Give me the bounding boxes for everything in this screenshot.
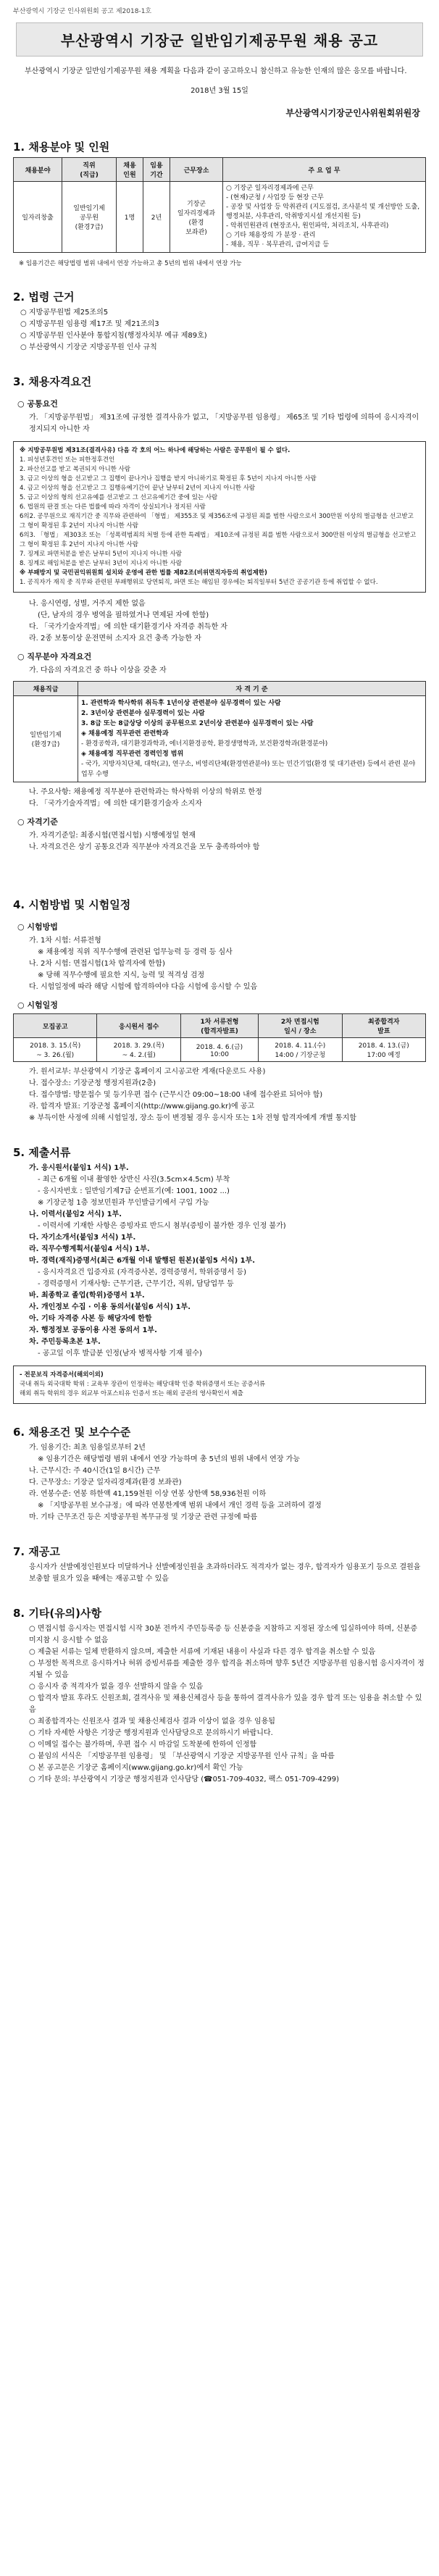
list-item: ○ 기타 자세한 사항은 기장군 행정지원과 인사담당으로 문의하시기 바랍니다. — [29, 1729, 273, 1737]
list-item: - 응시자격요건 입증자료 (자격증사본, 경력증명서, 학위증명서 등) — [38, 1268, 247, 1276]
subheading-exam-method: ○ 시험방법 — [17, 922, 58, 932]
list-item: - 응시자번호 : 일반임기제7급 순번표기(예: 1001, 1002 ...) — [38, 1187, 230, 1195]
list-item: 응시자가 선발예정인원보다 미달하거나 선발예정인원을 초과하더라도 적격자가 없는 경우, 합격자가 임용포기 등으로 결원을 보충할 필요가 있을 때에는 재공고할 수 있음 — [29, 1563, 421, 1583]
section-heading-exam: 4. 시험방법 및 시험일정 — [13, 898, 131, 911]
issuing-organization: 부산광역시기장군인사위원회위원장 — [285, 108, 420, 118]
table-header: 채용분야 — [14, 158, 62, 182]
list-item: 나. 이력서(붙임2 서식) 1부. — [29, 1210, 122, 1218]
box-line: 7. 징계로 파면처분을 받은 날부터 5년이 지나지 아니한 사람 — [20, 551, 182, 558]
box-line: 6의2. 공무원으로 재직기간 중 직무와 관련하여 「형법」 제355조 및 제356조에 규정된 죄를 범한 사람으로서 300만원 이상의 벌금형을 선고받고 그 형이 확정된 후 2년이 지나지 아니한 사람 — [20, 513, 414, 530]
cell-place: 기장군 일자리경제과 (환경 보좌관) — [170, 182, 223, 253]
notice-date: 2018년 3월 15일 — [191, 87, 248, 95]
list-item: - 최근 6개월 이내 촬영한 상반신 사진(3.5cm×4.5cm) 부착 — [38, 1176, 230, 1184]
table-header: 모집공고 — [14, 1014, 97, 1038]
list-item: ○ 제출된 서류는 일체 반환하지 않으며, 제출한 서류에 기재된 내용이 사실과 다른 경우 합격을 취소할 수 있음 — [29, 1648, 376, 1656]
list-item: ○ 지방공무원 임용령 제17조 및 제21조의3 — [20, 320, 159, 328]
list-item: 가. 원서교부: 부산광역시 기장군 홈페이지 고시공고란 게재(다운로드 사용) — [29, 1068, 266, 1076]
requirement-line: 2. 3년이상 관련분야 실무경력이 있는 사람 — [81, 710, 205, 717]
table-header: 1차 서류전형 (합격자발표) — [180, 1014, 258, 1038]
list-item: 다. 자기소개서(붙임3 서식) 1부. — [29, 1234, 136, 1242]
list-item: - 공고일 이후 발급분 인정(남자 병적사항 기재 필수) — [38, 1350, 202, 1358]
section-heading-notes: 8. 기타(유의)사항 — [13, 1607, 102, 1620]
table-row — [14, 182, 426, 253]
list-item: 바. 최종학교 졸업(학위)증명서 1부. — [29, 1292, 145, 1300]
duty-line: - 채용, 직무 · 복무관리, 급여지급 등 — [226, 241, 330, 248]
duty-line: ○ 기타 채용장의 가 분장 · 관리 — [226, 232, 316, 239]
term-note: ※ 임용기간은 해당법령 범위 내에서 연장 가능하고 총 5년의 범위 내에서 연장 가능 — [19, 260, 242, 267]
list-item: ○ 이메일 접수는 불가하며, 우편 접수 시 마감일 도착분에 한하여 인정함 — [29, 1741, 257, 1749]
box-line: 1. 피성년후견인 또는 피한정후견인 — [20, 456, 115, 464]
list-item: 라. 2종 보통이상 운전면허 소지자 요건 충족 가능한 자 — [29, 635, 201, 643]
list-item: ※ 임용기간은 해당법령 범위 내에서 연장 가능하며 총 5년의 범위 내에서 연장 가능 — [38, 1455, 301, 1463]
intro-paragraph: 부산광역시 기장군 일반임기제공무원 채용 계획을 다음과 같이 공고하오니 참신하고 유능한 인재의 많은 응모를 바랍니다. — [25, 67, 407, 75]
list-item: 다. 근무장소: 기장군 일자리경제과(환경 보좌관) — [29, 1479, 182, 1486]
list-item: 다. 접수방법: 방문접수 및 등기우편 접수 (근무시간 09:00~18:00 내에 접수완료 되어야 함) — [29, 1091, 323, 1099]
table-header: 응시원서 접수 — [97, 1014, 180, 1038]
cell-count: 1명 — [117, 182, 143, 253]
list-item: 라. 합격자 발표: 기장군청 홈페이지(http://www.gijang.go.kr)에 공고 — [29, 1103, 255, 1111]
table-cell: 2018. 4. 6.(금) 10:00 — [180, 1038, 258, 1062]
requirement-line: ◈ 채용예정 직무관련 관련학과 — [81, 730, 169, 737]
list-item: 나. 2차 시험: 면접시험(1차 합격자에 한함) — [29, 960, 165, 968]
table-header: 최종합격자 발표 — [342, 1014, 425, 1038]
table-header: 임용 기간 — [143, 158, 170, 182]
section-heading-recruitment: 1. 채용분야 및 인원 — [13, 141, 110, 154]
list-item: 가. 자격기준일: 최종시험(면접시험) 시행예정일 현재 — [29, 832, 196, 840]
table-row — [14, 1038, 426, 1062]
list-item: 나. 근무시간: 주 40시간(1일 8시간) 근무 — [29, 1467, 161, 1475]
list-item: 라. 직무수행계획서(붙임4 서식) 1부. — [29, 1245, 150, 1253]
list-item: ○ 부산광역시 기장군 지방공무원 인사 규칙 — [20, 343, 157, 351]
list-item: 나. 접수장소: 기장군청 행정지원과(2층) — [29, 1079, 156, 1087]
list-item: 가. 응시원서(붙임1 서식) 1부. — [29, 1164, 129, 1172]
list-item: 라. 연봉수준: 연봉 하한액 41,159천원 이상 연봉 상한액 58,936천원 이하 — [29, 1490, 267, 1498]
subheading-exam-schedule: ○ 시험일정 — [17, 1000, 58, 1010]
subheading-job-requirements: ○ 직무분야 자격요건 — [17, 652, 92, 661]
cell-position: 일반임기제 공무원 (환경7급) — [62, 182, 117, 253]
list-item: 자. 행정정보 공동이용 사전 동의서 1부. — [29, 1326, 157, 1334]
box-line: ※ 지방공무원법 제31조(결격사유) 다음 각 호의 어느 하나에 해당하는 사람은 공무원이 될 수 없다. — [20, 447, 290, 454]
list-item: ○ 기타 문의: 부산광역시 기장군 행정지원과 인사담당 (☎051-709-4032, 팩스 051-709-4299) — [29, 1776, 340, 1783]
list-item: 다. 시험일정에 따라 해당 시험에 합격하여야 다음 시험에 응시할 수 있음 — [29, 983, 258, 991]
list-item: ※ 당해 직무수행에 필요한 지식, 능력 및 적격성 검정 — [38, 971, 205, 979]
table-header: 직위 (직급) — [62, 158, 117, 182]
table-cell: 2018. 3. 29.(목) ~ 4. 2.(월) — [97, 1038, 180, 1062]
list-item: ○ 면접시험 응시자는 면접시험 시작 30분 전까지 주민등록증 등 신분증을 지참하고 지정된 장소에 입실하여야 하며, 신분증 미지참 시 응시할 수 없음 — [29, 1625, 417, 1644]
requirement-line: 1. 관련학과 학사학위 취득후 1년이상 관련분야 실무경력이 있는 사람 — [81, 700, 281, 707]
box-line: 국내 취득 외국대학 학위 : 교육부 장관이 인정하는 해당대학 인증 학위증명서 또는 공증서류 — [20, 1381, 266, 1388]
table-header: 채용직급 — [14, 682, 78, 696]
box-line: 1. 공직자가 재직 중 직무와 관련된 부패행위로 당연퇴직, 파면 또는 해임된 경우에는 퇴직일부터 5년간 공공기관 등에 취업할 수 없다. — [20, 579, 378, 586]
subheading-criteria: ○ 자격기준 — [17, 817, 58, 827]
list-item: ○ 부정한 목적으로 응시하거나 허위 증빙서류를 제출한 경우 합격을 취소하며 향후 5년간 지방공무원 임용시험 응시자격이 정지될 수 있음 — [29, 1660, 425, 1679]
table-header: 근무장소 — [170, 158, 223, 182]
requirement-line: - 국가, 지방자치단체, 대학(교), 연구소, 비영리단체(환경연관분야) 또는 민간기업(환경 및 대기관련) 등에서 관련 분야 업무 수행 — [81, 761, 416, 778]
duty-line: - 악취민원관리 (현장조사, 원인파악, 처리조치, 사후관리) — [226, 222, 389, 230]
requirement-line: - 환경공학과, 대기환경과학과, 에너지환경공학, 환경생명학과, 보건환경학과(환경분야) — [81, 740, 328, 748]
section-heading-re-announcement: 7. 재공고 — [13, 1545, 60, 1558]
cell-duties — [223, 182, 426, 253]
requirement-line: 3. 8급 또는 8급상당 이상의 공무원으로 2년이상 관련분야 실무경력이 있는 사람 — [81, 720, 314, 727]
duty-line: - (현재)군청 / 사업장 등 현장 근무 — [226, 194, 324, 201]
schedule-table — [13, 1013, 426, 1062]
list-item: - 이력서에 기재한 사항은 증빙자료 반드시 첨부(증빙이 불가한 경우 인정 불가) — [38, 1222, 286, 1230]
list-item: 가. 1차 시험: 서류전형 — [29, 937, 101, 945]
section-heading-conditions: 6. 채용조건 및 보수수준 — [13, 1426, 131, 1439]
cell-term: 2년 — [143, 182, 170, 253]
list-item: ○ 지방공무원 인사분야 통합지침(행정자치부 예규 제89호) — [20, 332, 207, 340]
cell-requirements — [78, 696, 426, 782]
list-item: 다. 「국가기술자격법」에 의한 대기환경기술자 소지자 — [29, 800, 202, 808]
box-line: ※ 부패방지 및 국민권익위원회 설치와 운영에 관한 법률 제82조(비위면직자등의 취업제한) — [20, 569, 267, 577]
subheading-common: ○ 공통요건 — [17, 399, 58, 409]
table-header: 주 요 업 무 — [223, 158, 426, 182]
list-item: 나. 자격요건은 상기 공통요건과 직무분야 자격요건을 모두 충족하여야 함 — [29, 843, 260, 851]
page-title: 부산광역시 기장군 일반임기제공무원 채용 공고 — [16, 22, 423, 57]
table-cell: 2018. 4. 13.(금) 17:00 예정 — [342, 1038, 425, 1062]
list-item: 가. 임용기간: 최초 임용일로부터 2년 — [29, 1444, 146, 1452]
table-header: 채용 인원 — [117, 158, 143, 182]
list-item: 가. 다음의 자격요건 중 하나 이상을 갖춘 자 — [29, 666, 167, 674]
box-line: 2. 파산선고를 받고 복권되지 아니한 사람 — [20, 466, 130, 473]
list-item: 다. 「국가기술자격법」에 의한 대기환경기사 자격증 취득한 자 — [29, 623, 228, 631]
list-item: ○ 최종합격자는 신원조사 결과 및 채용신체검사 결과 이상이 없을 경우 임용됨 — [29, 1718, 275, 1726]
list-item: ※ 채용예정 직위 직무수행에 관련된 업무능력 등 경력 등 심사 — [38, 948, 233, 956]
degree-note-box — [13, 1366, 426, 1404]
list-item: ○ 합격자 발표 후라도 신원조회, 결격사유 및 채용신체검사 등을 통하여 결격사유가 있을 경우 합격 또는 임용을 취소할 수 있음 — [29, 1694, 422, 1714]
list-item: ○ 지방공무원법 제25조의5 — [20, 309, 109, 317]
list-item: ※ 부득이한 사정에 의해 시험일정, 장소 등이 변경될 경우 응시자 또는 1차 전형 합격자에게 개별 통지함 — [29, 1114, 357, 1122]
list-item: 마. 경력(재직)증명서(최근 6개월 이내 발행된 원본)(붙임5 서식) 1부. — [29, 1257, 256, 1265]
table-header: 2차 면접시험 일시 / 장소 — [259, 1014, 342, 1038]
box-line: 3. 금고 이상의 형을 선고받고 그 집행이 끝나거나 집행을 받지 아니하기로 확정된 후 5년이 지나지 아니한 사람 — [20, 475, 317, 482]
list-item: ※ 「지방공무원 보수규정」에 따라 연봉한계액 범위 내에서 개인 경력 등을 고려하여 결정 — [38, 1502, 322, 1510]
duty-line: - 공장 및 사업장 등 악취관리 (지도점검, 조사분석 및 개선방안 도출, 행정처분, 사후관리, 악취방지시설 개선지원 등) — [226, 204, 420, 220]
list-item: ○ 응시자 중 적격자가 없을 경우 선발하지 않을 수 있음 — [29, 1683, 204, 1691]
list-item: - 경력증명서 기재사항: 근무기관, 근무기간, 직위, 담당업무 등 — [38, 1280, 234, 1288]
table-cell: 2018. 3. 15.(목) ~ 3. 26.(월) — [14, 1038, 97, 1062]
disqualification-box — [13, 441, 426, 593]
requirements-table — [13, 681, 426, 782]
section-heading-legal-basis: 2. 법령 근거 — [13, 290, 75, 304]
section-heading-qualifications: 3. 채용자격요건 — [13, 375, 92, 388]
list-item: 나. 응시연령, 성별, 거주지 제한 없음 — [29, 600, 146, 608]
list-item: 마. 기타 근무조건 등은 지방공무원 복무규정 및 기장군 관련 규정에 따름 — [29, 1513, 258, 1521]
cell-grade: 일반임기제 (환경7급) — [14, 696, 78, 782]
section-heading-documents: 5. 제출서류 — [13, 1146, 71, 1159]
list-item: 차. 주민등록초본 1부. — [29, 1338, 101, 1346]
list-item: 나. 주요사항: 채용예정 직무분야 관련학과는 학사학위 이상의 학위로 한정 — [29, 788, 262, 796]
box-line: 6. 법원의 판결 또는 다른 법률에 따라 자격이 상실되거나 정지된 사람 — [20, 503, 206, 511]
box-line: 5. 금고 이상의 형의 선고유예를 선고받고 그 선고유예기간 중에 있는 사람 — [20, 494, 218, 501]
box-line: 8. 징계로 해임처분을 받은 날부터 3년이 지나지 아니한 사람 — [20, 560, 182, 567]
requirement-line: ◈ 채용예정 직무관련 경력인정 범위 — [81, 750, 184, 758]
list-item: ※ 기장군청 1층 정보민원과 무인발급기에서 구입 가능 — [38, 1199, 209, 1207]
list-item: 아. 기타 자격증 사본 등 해당자에 한함 — [29, 1315, 152, 1323]
box-line: 해외 취득 학위의 경우 외교부 아포스티유 인증서 또는 해외 공관의 영사확인서 제출 — [20, 1390, 243, 1397]
list-item: ○ 본 공고문은 기장군 홈페이지(www.gijang.go.kr)에서 확인 가능 — [29, 1764, 243, 1772]
table-row — [14, 696, 426, 782]
notice-reference: 부산광역시 기장군 인사위원회 공고 제2018-1호 — [13, 8, 152, 15]
box-line: 6의3. 「형법」 제303조 또는 「성폭력범죄의 처벌 등에 관한 특례법」 제10조에 규정된 죄를 범한 사람으로서 300만원 이상의 벌금형을 선고받고 그 형이 확정된 후 2년이 지나지 아니한 사람 — [20, 532, 417, 548]
list-item: 사. 개인정보 수집 · 이용 동의서(붙임6 서식) 1부. — [29, 1303, 191, 1311]
table-cell: 2018. 4. 11.(수) 14:00 / 기장군청 — [259, 1038, 342, 1062]
list-item: 가. 「지방공무원법」 제31조에 규정한 결격사유가 없고, 「지방공무원 임용령」 제65조 및 기타 법령에 의하여 응시자격이 정지되지 아니한 자 — [29, 414, 419, 433]
table-header: 자 격 기 준 — [78, 682, 426, 696]
box-line: 4. 금고 이상의 형을 선고받고 그 집행유예기간이 끝난 날부터 2년이 지나지 아니한 사람 — [20, 485, 256, 492]
cell-field: 일자리창출 — [14, 182, 62, 253]
recruitment-table — [13, 157, 426, 253]
duty-line: ○ 기장군 일자리경제과에 근무 — [226, 185, 314, 192]
list-item: ○ 붙임의 서식은 「지방공무원 임용령」 및 「부산광역시 기장군 지방공무원 인사 규칙」을 따름 — [29, 1752, 335, 1760]
box-line: - 전문보직 자격증서(해외이외) — [20, 1371, 104, 1379]
list-item: (단, 남자의 경우 병역을 필하였거나 면제된 자에 한함) — [38, 611, 209, 619]
